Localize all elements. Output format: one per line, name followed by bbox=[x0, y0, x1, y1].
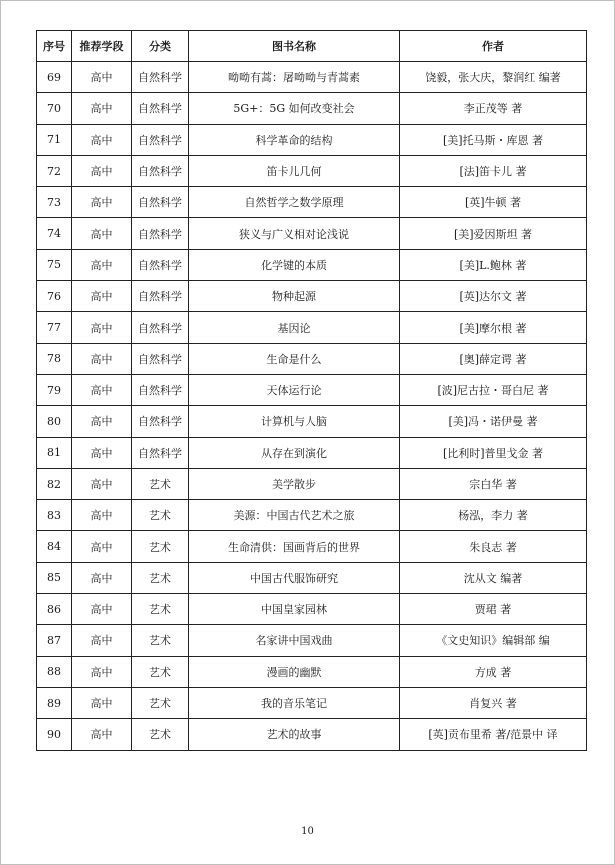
cell-author: [美]爱因斯坦 著 bbox=[400, 218, 587, 249]
cell-category: 艺术 bbox=[132, 719, 189, 750]
table-row bbox=[37, 93, 587, 124]
cell-author: 杨泓，李力 著 bbox=[400, 500, 587, 531]
table-row bbox=[37, 594, 587, 625]
cell-title: 科学革命的结构 bbox=[189, 124, 400, 155]
cell-stage: 高中 bbox=[72, 187, 132, 218]
cell-stage: 高中 bbox=[72, 218, 132, 249]
cell-title: 基因论 bbox=[189, 312, 400, 343]
cell-stage: 高中 bbox=[72, 406, 132, 437]
table-row bbox=[37, 687, 587, 718]
cell-index: 78 bbox=[37, 343, 72, 374]
cell-category: 自然科学 bbox=[132, 218, 189, 249]
cell-title: 笛卡儿几何 bbox=[189, 155, 400, 186]
cell-author: 贾珺 著 bbox=[400, 594, 587, 625]
table-row bbox=[37, 468, 587, 499]
cell-index: 75 bbox=[37, 249, 72, 280]
cell-author: [英]达尔文 著 bbox=[400, 281, 587, 312]
cell-category: 自然科学 bbox=[132, 406, 189, 437]
cell-stage: 高中 bbox=[72, 343, 132, 374]
cell-title: 物种起源 bbox=[189, 281, 400, 312]
cell-author: [美]托马斯・库恩 著 bbox=[400, 124, 587, 155]
cell-title: 中国古代服饰研究 bbox=[189, 562, 400, 593]
cell-category: 艺术 bbox=[132, 594, 189, 625]
table-row bbox=[37, 218, 587, 249]
cell-index: 83 bbox=[37, 500, 72, 531]
cell-category: 自然科学 bbox=[132, 281, 189, 312]
cell-title: 化学键的本质 bbox=[189, 249, 400, 280]
header-title: 图书名称 bbox=[189, 31, 400, 62]
cell-index: 70 bbox=[37, 93, 72, 124]
cell-title: 美学散步 bbox=[189, 468, 400, 499]
cell-index: 74 bbox=[37, 218, 72, 249]
cell-stage: 高中 bbox=[72, 719, 132, 750]
cell-title: 我的音乐笔记 bbox=[189, 687, 400, 718]
cell-stage: 高中 bbox=[72, 374, 132, 405]
cell-index: 81 bbox=[37, 437, 72, 468]
cell-author: 朱良志 著 bbox=[400, 531, 587, 562]
cell-title: 美源：中国古代艺术之旅 bbox=[189, 500, 400, 531]
cell-category: 自然科学 bbox=[132, 374, 189, 405]
cell-category: 自然科学 bbox=[132, 343, 189, 374]
table-body bbox=[37, 62, 587, 751]
table-row bbox=[37, 124, 587, 155]
cell-author: [美]摩尔根 著 bbox=[400, 312, 587, 343]
cell-author: [美]冯・诺伊曼 著 bbox=[400, 406, 587, 437]
cell-author: 宗白华 著 bbox=[400, 468, 587, 499]
cell-author: [英]牛顿 著 bbox=[400, 187, 587, 218]
cell-title: 艺术的故事 bbox=[189, 719, 400, 750]
table-row bbox=[37, 656, 587, 687]
cell-category: 艺术 bbox=[132, 531, 189, 562]
cell-title: 漫画的幽默 bbox=[189, 656, 400, 687]
cell-stage: 高中 bbox=[72, 562, 132, 593]
cell-category: 自然科学 bbox=[132, 187, 189, 218]
cell-title: 天体运行论 bbox=[189, 374, 400, 405]
cell-category: 艺术 bbox=[132, 687, 189, 718]
page-number: 10 bbox=[301, 826, 314, 837]
cell-title: 生命是什么 bbox=[189, 343, 400, 374]
cell-category: 自然科学 bbox=[132, 437, 189, 468]
table-row bbox=[37, 562, 587, 593]
cell-stage: 高中 bbox=[72, 155, 132, 186]
header-category: 分类 bbox=[132, 31, 189, 62]
cell-category: 艺术 bbox=[132, 625, 189, 656]
header-author: 作者 bbox=[400, 31, 587, 62]
cell-author: 李正茂等 著 bbox=[400, 93, 587, 124]
table-row bbox=[37, 343, 587, 374]
table-row bbox=[37, 249, 587, 280]
cell-stage: 高中 bbox=[72, 437, 132, 468]
cell-stage: 高中 bbox=[72, 124, 132, 155]
cell-author: 饶毅，张大庆，黎润红 编著 bbox=[400, 62, 587, 93]
cell-index: 90 bbox=[37, 719, 72, 750]
cell-category: 艺术 bbox=[132, 468, 189, 499]
cell-index: 88 bbox=[37, 656, 72, 687]
cell-index: 79 bbox=[37, 374, 72, 405]
cell-author: 方成 著 bbox=[400, 656, 587, 687]
book-list-table bbox=[36, 30, 587, 751]
table-row bbox=[37, 62, 587, 93]
cell-index: 86 bbox=[37, 594, 72, 625]
header-index: 序号 bbox=[37, 31, 72, 62]
cell-author: [奥]薛定谔 著 bbox=[400, 343, 587, 374]
cell-stage: 高中 bbox=[72, 93, 132, 124]
cell-title: 狭义与广义相对论浅说 bbox=[189, 218, 400, 249]
table-row bbox=[37, 625, 587, 656]
cell-author: [法]笛卡儿 著 bbox=[400, 155, 587, 186]
cell-title: 5G+：5G 如何改变社会 bbox=[189, 93, 400, 124]
cell-category: 自然科学 bbox=[132, 93, 189, 124]
cell-title: 呦呦有蒿：屠呦呦与青蒿素 bbox=[189, 62, 400, 93]
cell-index: 69 bbox=[37, 62, 72, 93]
cell-category: 自然科学 bbox=[132, 249, 189, 280]
cell-stage: 高中 bbox=[72, 687, 132, 718]
cell-stage: 高中 bbox=[72, 312, 132, 343]
cell-index: 76 bbox=[37, 281, 72, 312]
table-row bbox=[37, 312, 587, 343]
cell-title: 名家讲中国戏曲 bbox=[189, 625, 400, 656]
table-row bbox=[37, 281, 587, 312]
cell-category: 自然科学 bbox=[132, 62, 189, 93]
table-row bbox=[37, 531, 587, 562]
cell-author: 肖复兴 著 bbox=[400, 687, 587, 718]
table-row bbox=[37, 187, 587, 218]
cell-title: 计算机与人脑 bbox=[189, 406, 400, 437]
cell-title: 中国皇家园林 bbox=[189, 594, 400, 625]
cell-index: 84 bbox=[37, 531, 72, 562]
cell-author: [英]贡布里希 著/范景中 译 bbox=[400, 719, 587, 750]
cell-category: 自然科学 bbox=[132, 312, 189, 343]
cell-title: 生命清供：国画背后的世界 bbox=[189, 531, 400, 562]
table-row bbox=[37, 437, 587, 468]
cell-stage: 高中 bbox=[72, 531, 132, 562]
cell-title: 自然哲学之数学原理 bbox=[189, 187, 400, 218]
header-stage: 推荐学段 bbox=[72, 31, 132, 62]
cell-index: 89 bbox=[37, 687, 72, 718]
cell-index: 82 bbox=[37, 468, 72, 499]
cell-stage: 高中 bbox=[72, 62, 132, 93]
cell-index: 80 bbox=[37, 406, 72, 437]
cell-author: 《文史知识》编辑部 编 bbox=[400, 625, 587, 656]
cell-stage: 高中 bbox=[72, 625, 132, 656]
cell-author: [波]尼古拉・哥白尼 著 bbox=[400, 374, 587, 405]
cell-author: 沈从文 编著 bbox=[400, 562, 587, 593]
cell-category: 艺术 bbox=[132, 500, 189, 531]
cell-category: 艺术 bbox=[132, 562, 189, 593]
cell-author: [比利时]普里戈金 著 bbox=[400, 437, 587, 468]
cell-author: [美]L.鲍林 著 bbox=[400, 249, 587, 280]
table-row bbox=[37, 155, 587, 186]
cell-stage: 高中 bbox=[72, 656, 132, 687]
table-row bbox=[37, 374, 587, 405]
table-row bbox=[37, 500, 587, 531]
table-header-row bbox=[37, 31, 587, 62]
cell-index: 72 bbox=[37, 155, 72, 186]
cell-stage: 高中 bbox=[72, 249, 132, 280]
table-row bbox=[37, 719, 587, 750]
cell-stage: 高中 bbox=[72, 468, 132, 499]
cell-stage: 高中 bbox=[72, 500, 132, 531]
cell-category: 艺术 bbox=[132, 656, 189, 687]
cell-stage: 高中 bbox=[72, 281, 132, 312]
cell-index: 71 bbox=[37, 124, 72, 155]
cell-category: 自然科学 bbox=[132, 124, 189, 155]
table-row bbox=[37, 406, 587, 437]
cell-index: 87 bbox=[37, 625, 72, 656]
cell-index: 77 bbox=[37, 312, 72, 343]
cell-index: 73 bbox=[37, 187, 72, 218]
cell-title: 从存在到演化 bbox=[189, 437, 400, 468]
cell-category: 自然科学 bbox=[132, 155, 189, 186]
cell-stage: 高中 bbox=[72, 594, 132, 625]
cell-index: 85 bbox=[37, 562, 72, 593]
